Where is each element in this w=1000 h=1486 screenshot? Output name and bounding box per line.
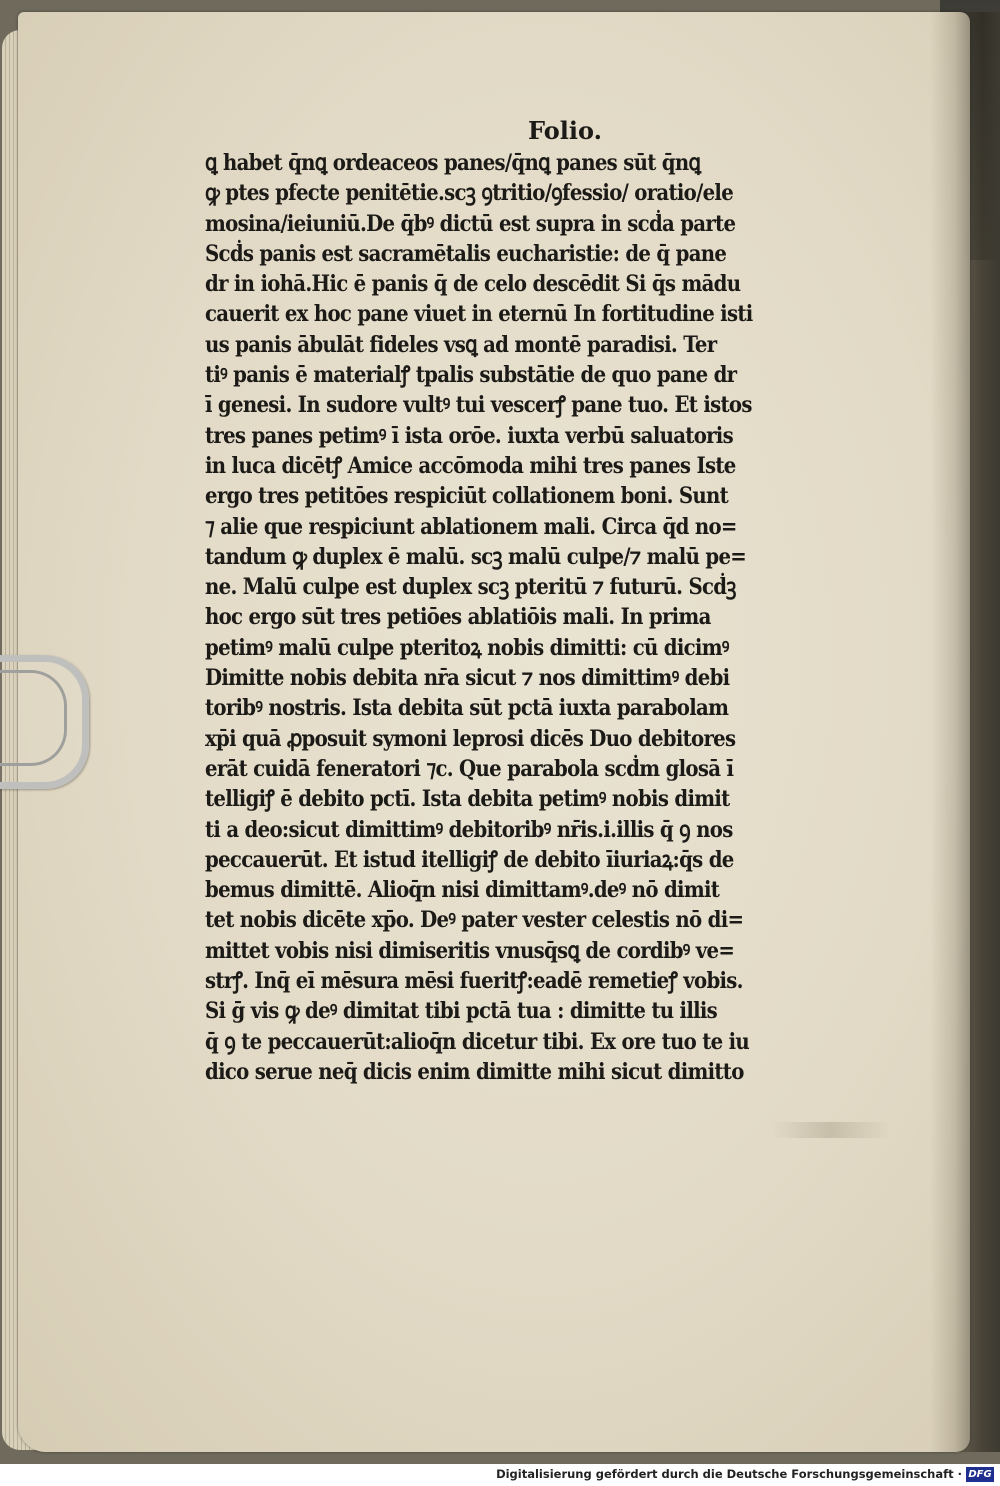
text-line: ī genesi. In sudore vultꝰ tui vescerꝭ pane tuo. Et istos bbox=[205, 392, 752, 419]
text-line: in luca dicētꝭ Amice accōmoda mihi tres panes Iste bbox=[205, 452, 736, 479]
text-line: xp̄i quā ꝓposuit symoni leprosi dicēs Duo debitores bbox=[205, 725, 736, 752]
text-line: tres panes petimꝰ ī ista orōe. iuxta verbū saluatoris bbox=[205, 422, 733, 449]
text-line: Si ḡ vis ꝙ deꝰ dimitat tibi pctā tua : dimitte tu illis bbox=[205, 998, 718, 1025]
text-line: mittet vobis nisi dimiseritis vnusq̄sꝗ de cordibꝰ ve= bbox=[205, 937, 735, 964]
text-line: Dimitte nobis debita nr̄a sicut ⁊ nos dimittimꝰ debi bbox=[205, 665, 730, 692]
funding-credit: Digitalisierung gefördert durch die Deutsche Forschungsgemeinschaft · bbox=[496, 1467, 962, 1481]
text-line: petimꝰ malū culpe pteritoꝝ nobis dimitti: cū dicimꝰ bbox=[205, 634, 729, 661]
text-line: ⁊ alie que respiciunt ablationem mali. Circa q̄d no= bbox=[205, 513, 737, 540]
footer-bar bbox=[0, 1464, 1000, 1486]
text-line: erāt cuidā feneratori ⁊c. Que parabola scḋm glosā ī bbox=[205, 755, 734, 782]
text-line: ꝙ ptes pfecte penitētie.scꝫ ꝯtritio/ꝯfessio/ oratio/ele bbox=[205, 180, 734, 207]
text-line: ti a deo:sicut dimittimꝰ debitoribꝰ nr̄is.i.illis q̄ ꝯ nos bbox=[205, 816, 733, 843]
text-line: ergo tres petitōes respiciūt collationem boni. Sunt bbox=[205, 483, 729, 510]
text-line: tandum ꝙ duplex ē malū. scꝫ malū culpe/⁊ malū pe= bbox=[205, 543, 747, 570]
page-clip-inner bbox=[0, 670, 67, 766]
folio-heading: Folio. bbox=[528, 116, 602, 145]
text-lines bbox=[205, 148, 905, 1087]
text-line: dr in iohā.Hic ē panis q̄ de celo descēdit Si q̄s mādu bbox=[205, 271, 741, 298]
text-line: telligiꝭ ē debito pctī. Ista debita petimꝰ nobis dimit bbox=[205, 786, 730, 813]
text-line: dico serue neq̄ dicis enim dimitte mihi sicut dimitto bbox=[205, 1058, 744, 1085]
text-line: bemus dimittē. Alioq̄n nisi dimittamꝰ.deꝰ nō dimit bbox=[205, 877, 720, 904]
gutter-shadow bbox=[930, 12, 1000, 1452]
text-line: us panis ābulāt fideles vsꝗ ad montē paradisi. Ter bbox=[205, 331, 717, 358]
dfg-logo: DFG bbox=[966, 1467, 994, 1482]
bleed-through-mark bbox=[770, 1122, 890, 1138]
text-line: cauerit ex hoc pane viuet in eternū In fortitudine isti bbox=[205, 301, 753, 328]
text-line: toribꝰ nostris. Ista debita sūt pctā iuxta parabolam bbox=[205, 695, 729, 722]
text-line: tet nobis dicēte xp̄o. Deꝰ pater vester celestis nō di= bbox=[205, 907, 744, 934]
text-line: ne. Malū culpe est duplex scꝫ pteritū ⁊ futurū. Scḋꝫ bbox=[205, 574, 736, 601]
text-line: ꝗ habet q̄nꝗ ordeaceos panes/q̄nꝗ panes sūt q̄nꝗ bbox=[205, 150, 701, 176]
text-line: tiꝰ panis ē materialꝭ tpalis substātie de quo pane dr bbox=[205, 362, 737, 389]
text-line: peccauerūt. Et istud itelligiꝭ de debito īiuriaꝝ:q̄s de bbox=[205, 846, 734, 873]
text-block bbox=[205, 114, 905, 1087]
text-line: q̄ ꝯ te peccauerūt:alioq̄n dicetur tibi. Ex ore tuo te iu bbox=[205, 1028, 750, 1055]
text-line: Scḋs panis est sacramētalis eucharistie: de q̄ pane bbox=[205, 240, 727, 267]
text-line: strꝭ. Inq̄ eī mēsura mēsi fueritꝭ:eadē remetieꝭ vobis. bbox=[205, 968, 743, 995]
text-line: mosina/ieiuniū.De q̄bꝰ dictū est supra in scḋa parte bbox=[205, 210, 736, 237]
text-line: hoc ergo sūt tres petiōes ablatiōis mali. In prima bbox=[205, 604, 711, 631]
